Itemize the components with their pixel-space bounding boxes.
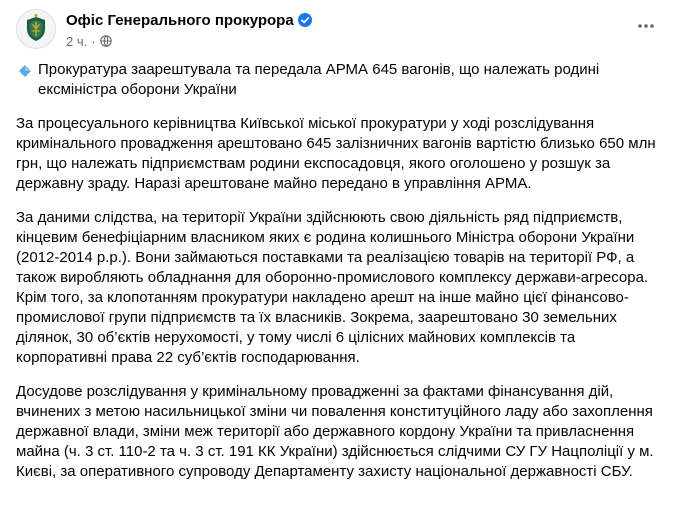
more-options-icon (637, 23, 655, 29)
small-blue-diamond-icon (18, 64, 32, 78)
more-options-button[interactable] (632, 12, 660, 40)
post-meta (66, 33, 112, 49)
globe-icon[interactable] (100, 35, 112, 47)
page-name-link[interactable]: Офіс Генерального прокурора (66, 11, 294, 29)
post-title-row (16, 60, 658, 100)
post-paragraph: Досудове розслідування у кримінальному провадженні за фактами фінансування дій, вчинених з метою насильницької зміни чи повалення конституційного ладу або захоплення державної влади, зміни меж території або державного кордону України та привласнення майна (ч. 3 ст. 110-2 та ч. 3 ст. 191 КК України) здійснюється слідчими СУ ГУ Нацполіції у м. Києві, за оперативного супроводу Департаменту захисту національної державності СБУ. (16, 383, 654, 480)
page-name-row (66, 10, 312, 30)
post-paragraph: За даними слідства, на території України здійснюють свою діяльність ряд підприємств, кінцевим бенефіціарним власником яких є родина колишнього Міністра оборони України (2012-2014 р.р.). Вони займаються поставками та реалізацією товарів на території РФ, а також виробляють обладнання для оборонно-промислового комплексу держави-агресора. (16, 209, 649, 286)
verified-badge-icon (298, 13, 312, 27)
page-avatar[interactable] (16, 9, 56, 49)
prosecutor-emblem-icon (17, 10, 55, 48)
post-paragraph: За процесуального керівництва Київської міської прокуратури у ході розслідування кримінального провадження арештовано 645 залізничних вагонів вартістю близько 650 млн грн, що належать підприємствам родини експосадовця, якого оголошено у розшук за державну зраду. Наразі арештоване майно передано в управління АРМА. (16, 115, 656, 192)
post-timestamp[interactable]: 2 ч. (66, 33, 88, 49)
meta-separator: · (91, 33, 96, 49)
post-paragraph: Крім того, за клопотанням прокуратури накладено арешт на інше майно цієї фінансово-промислової групи підприємств та їх власників. Зокрема, заарештовано 30 земельних ділянок, 30 об’єктів нерухомості, у тому числі 6 цілісних майнових комплексів та корпоративні права 22 суб’єктів господарювання. (16, 289, 629, 366)
post-header (16, 6, 664, 56)
post-title: Прокуратура заарештувала та передала АРМА 645 вагонів, що належать родині ексміністра оборони України (38, 61, 600, 98)
post-body (16, 60, 658, 496)
